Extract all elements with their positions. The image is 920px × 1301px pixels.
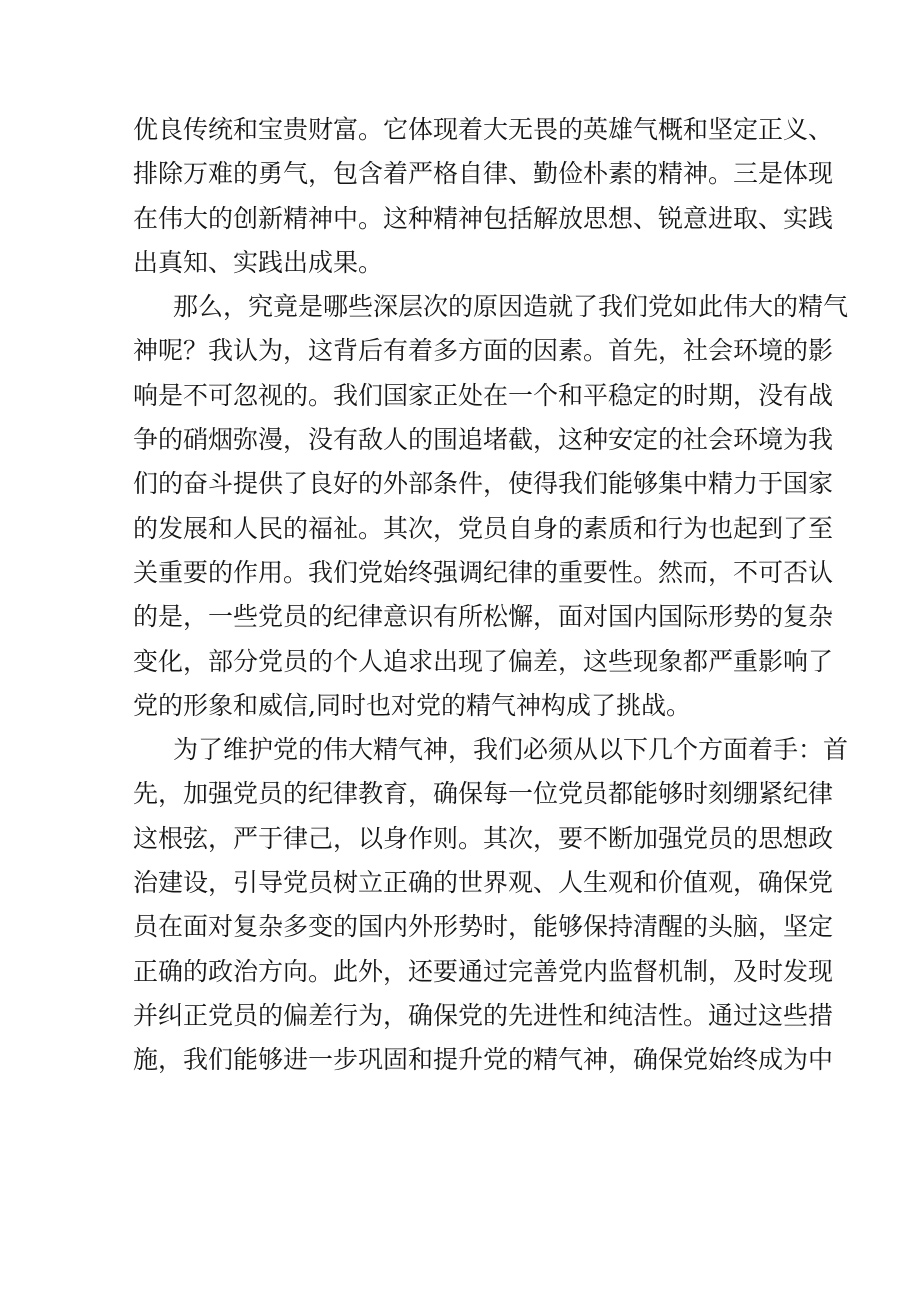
paragraph-1-line-3: 在伟大的创新精神中。这种精神包括解放思想、锐意进取、实践 [133, 203, 834, 233]
paragraph-3-line-3: 这根弦，严于律己，以身作则。其次，要不断加强党员的思想政 [133, 823, 834, 853]
paragraph-3-line-4: 治建设，引导党员树立正确的世界观、人生观和价值观，确保党 [133, 868, 834, 898]
paragraph-3-line-5: 员在面对复杂多变的国内外形势时，能够保持清醒的头脑，坚定 [133, 912, 834, 942]
paragraph-3-line-2: 先，加强党员的纪律教育，确保每一位党员都能够时刻绷紧纪律 [133, 779, 834, 809]
paragraph-2-line-8: 的是，一些党员的纪律意识有所松懈，面对国内国际形势的复杂 [133, 602, 834, 632]
paragraph-3-line-8: 施，我们能够进一步巩固和提升党的精气神，确保党始终成为中 [133, 1045, 834, 1075]
paragraph-2-line-2: 神呢？我认为，这背后有着多方面的因素。首先，社会环境的影 [133, 336, 834, 366]
paragraph-2-line-9: 变化，部分党员的个人追求出现了偏差，这些现象都严重影响了 [133, 646, 834, 676]
paragraph-2-line-4: 争的硝烟弥漫，没有敌人的围追堵截，这种安定的社会环境为我 [133, 425, 834, 455]
paragraph-3-line-6: 正确的政治方向。此外，还要通过完善党内监督机制，及时发现 [133, 956, 834, 986]
paragraph-2-line-6: 的发展和人民的福祉。其次，党员自身的素质和行为也起到了至 [133, 513, 834, 543]
paragraph-1-line-4: 出真知、实践出成果。 [133, 247, 384, 277]
paragraph-3-line-1: 为了维护党的伟大精气神，我们必须从以下几个方面着手：首 [173, 735, 849, 765]
paragraph-1-line-2: 排除万难的勇气，包含着严格自律、勤俭朴素的精神。三是体现 [133, 159, 834, 189]
paragraph-2-line-1: 那么，究竟是哪些深层次的原因造就了我们党如此伟大的精气 [173, 292, 849, 322]
paragraph-2-line-7: 关重要的作用。我们党始终强调纪律的重要性。然而，不可否认 [133, 557, 834, 587]
paragraph-2-line-3: 响是不可忽视的。我们国家正处在一个和平稳定的时期，没有战 [133, 380, 834, 410]
paragraph-1-line-1: 优良传统和宝贵财富。它体现着大无畏的英雄气概和坚定正义、 [133, 115, 834, 144]
paragraph-2-line-10: 党的形象和威信,同时也对党的精气神构成了挑战。 [133, 690, 691, 720]
paragraph-2-line-5: 们的奋斗提供了良好的外部条件，使得我们能够集中精力于国家 [133, 469, 834, 499]
paragraph-3-line-7: 并纠正党员的偏差行为，确保党的先进性和纯洁性。通过这些措 [133, 1000, 834, 1030]
document-body [133, 108, 849, 1083]
